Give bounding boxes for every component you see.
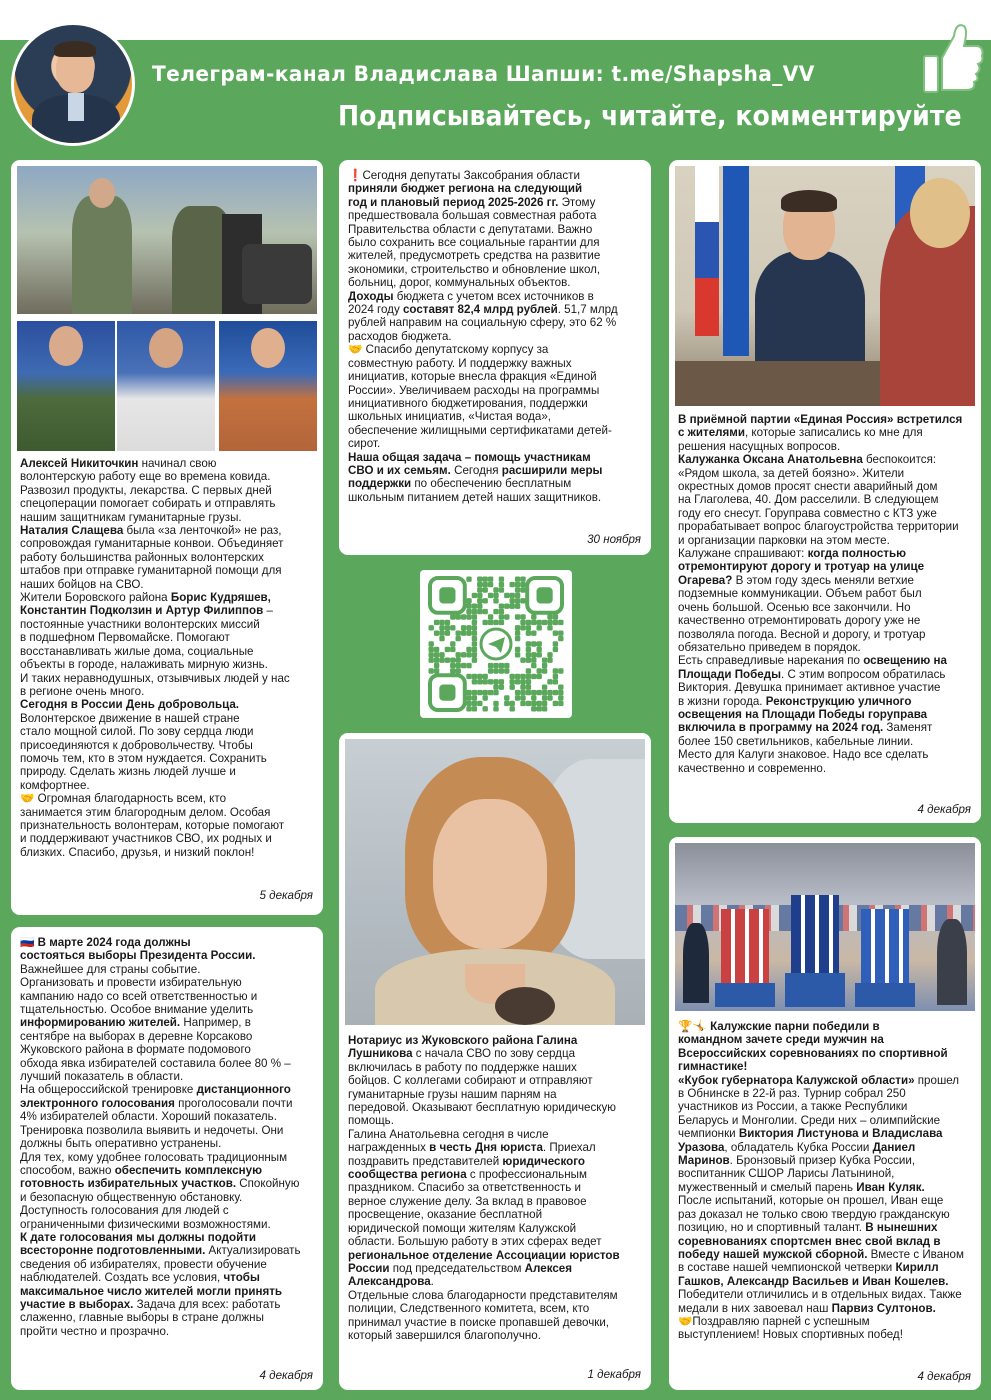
- volunteers-photo-collage: [17, 166, 317, 451]
- gymnastics-post-date: 4 декабря: [917, 1370, 971, 1383]
- channel-title[interactable]: Телеграм-канал Владислава Шапши: t.me/Shapsha_VV: [152, 62, 815, 86]
- volunteers-post-text: Алексей Никиточкин начинал свою волонтерскую работу еще во времена ковида. Развозил продукты, лекарства. С первых дней спецоперации помогает собирать и отправлять нашим защитникам гуманитарные грузы. Наталия Слащева была «за ленточкой» не раз, сопровождая гуманитарные конвои. Объединяет работу большинства районных волонтерских штабов при отправке гуманитарной помощи для наших бойцов на СВО. Жители Боровского района Борис Кудряшев, Константин Подколзин и Артур Филиппов – постоянные участники волонтерских миссий в подшефном Первомайске. Помогают восстанавливать жилые дома, социальные объекты в городе, налаживать мирную жизнь. И таких неравнодушных, отзывчивых людей у нас в регионе очень много. Сегодня в России День добровольца. Волонтерское движение в нашей стране стало мощной силой. По зову сердца люди присоединяются к добровольчеству. Чтобы помочь тем, кто в этом нуждается. Сохранить природу. Сделать жизнь людей лучше и комфортнее. 🤝 Огромная благодарность всем, кто занимается этим благородным делом. Особая признательность волонтерам, которые помогают и поддерживают участников СВО, их родных и близких. Спасибо, друзья, и низкий поклон!: [20, 457, 290, 859]
- telegram-qr-code[interactable]: [420, 570, 572, 718]
- budget-post-card: [339, 160, 651, 555]
- subscribe-slogan: Подписывайтесь, читайте, комментируйте: [338, 99, 962, 132]
- thumbs-up-icon: [920, 16, 984, 96]
- gymnastics-post-text: 🏆🤸 Калужские парни победили в командном зачете среди мужчин на Всероссийских соревнованиях по спортивной гимнастике! «Кубок губернатора Калужской области» прошел в Обнинске в 22-й раз. Турнир собрал 250 участников из России, а также Республики Беларусь и Монголии. Среди них – олимпийские чемпионки Виктория Листунова и Владислава Уразова, обладатель Кубка России Даниел Маринов. Бронзовый призер Кубка России, воспитанник СШОР Ларисы Латыниной, мужественный и смелый парень Иван Куляк. После испытаний, которые он прошел, Иван еще раз доказал не только свою твердую гражданскую позицию, но и спортивный талант. В нынешних соревнованиях спортсмен внес свой вклад в победу нашей мужской сборной. Вместе с Иваном в составе нашей чемпионской четверки Кирилл Гашков, Александр Васильев и Иван Кошелев. Победители отличились и в отдельных видах. Также медали в них завоевал наш Парвиз Султонов. 🤝Поздравляю парней с успешным выступлением! Новых спортивных побед!: [678, 1020, 964, 1342]
- elections-post-date: 4 декабря: [259, 1369, 313, 1382]
- elections-post-text: 🇷🇺 В марте 2024 года должны состояться выборы Президента России. Важнейшее для страны событие. Организовать и провести избирательную кампанию надо со всей ответственностью и тщательностью. Особое внимание уделить информированию жителей. Например, в сентябре на выборах в деревне Корсаково Жуковского района в формате подомового обхода явка избирателей составила более 80 % – лучший показатель в области. На общероссийской тренировке дистанционного электронного голосования проголосовали почти 4% избирателей области. Хороший показатель. Тренировка позволила выявить и недочеты. Они должны быть оперативно устранены. Для тех, кому удобнее голосовать традиционным способом, важно обеспечить комплексную готовность избирательных участков. Спокойную и безопасную общественную обстановку. Доступность голосования для людей с ограниченными физическими возможностями. К дате голосования мы должны подойти всесторонне подготовленными. Актуализировать сведения об избирателях, провести обучение наблюдателей. Создать все условия, чтобы максимальное число жителей могли принять участие в выборах. Задача для всех: работать слаженно, главные выборы в стране должны пройти честно и прозрачно.: [20, 936, 301, 1338]
- volunteers-post-card: [11, 160, 323, 915]
- reception-post-card: [669, 160, 981, 823]
- page-header: [0, 0, 991, 160]
- volunteers-post-date: 5 декабря: [259, 889, 313, 902]
- gymnastics-podium-photo: [675, 843, 975, 1011]
- reception-photo: [675, 166, 975, 406]
- gymnastics-post-card: [669, 837, 981, 1390]
- notary-post-card: [339, 733, 651, 1390]
- author-avatar: [11, 22, 135, 146]
- notary-post-text: Нотариус из Жуковского района Галина Лушникова с начала СВО по зову сердца включилась в работу по поддержке наших бойцов. С коллегами собирают и отправляют гуманитарные грузы нашим парням на передовой. Оказывают бесплатную юридическую помощь. Галина Анатольевна сегодня в числе награжденных в честь Дня юриста. Приехал поздравить представителей юридического сообщества региона с профессиональным праздником. Спасибо за ответственность и верное служение делу. За вклад в правовое просвещение, оказание бесплатной юридической помощи жителям Калужской области. Большую работу в этих сферах ведет региональное отделение Ассоциации юристов России под председательством Алексея Александрова. Отдельные слова благодарности представителям полиции, Следственного комитета, всем, кто принимал участие в поиске пропавшей девочки, который завершился благополучно.: [348, 1034, 620, 1342]
- budget-post-text: ❗Сегодня депутаты Заксобрания области приняли бюджет региона на следующий год и плановый период 2025-2026 гг. Этому предшествовала большая совместная работа Правительства области с депутатами. Важно было сохранить все социальные гарантии для жителей, предусмотреть средства на развитие экономики, строительство и обновление школ, больниц, дорог, коммунальных объектов. Доходы бюджета с учетом всех источников в 2024 году составят 82,4 млрд рублей. 51,7 млрд рублей направим на социальную сферу, это 62 % расходов бюджета. 🤝 Спасибо депутатскому корпусу за совместную работу. И поддержку важных инициатив, которые внесла фракция «Единой России». Увеличиваем расходы на программы инициативного бюджетирования, поддержки школьных инициатив, «Чистая вода», обеспечение жилищными сертификатами детей- сирот. Наша общая задача – помощь участникам СВО и их семьям. Сегодня расширили меры поддержки по обеспечению бесплатным школьным питанием детей наших защитников.: [348, 169, 618, 504]
- reception-post-date: 4 декабря: [917, 803, 971, 816]
- budget-post-date: 30 ноября: [587, 533, 641, 546]
- elections-post-card: [11, 927, 323, 1390]
- notary-post-date: 1 декабря: [587, 1368, 641, 1381]
- reception-post-text: В приёмной партии «Единая Россия» встретился с жителями, которые записались ко мне для решения насущных вопросов. Калужанка Оксана Анатольевна беспокоится: «Рядом школа, за детей боязно». Жители окрестных домов просят снести аварийный дом на Глаголева, 40. Дом расселили. В следующем году его снесут. Горуправа совместно с КТЗ уже прорабатывает вопрос благоустройства территории и организации парковки на этом месте. Калужане спрашивают: когда полностью отремонтируют дорогу и тротуар на улице Огарева? В этом году здесь меняли ветхие подземные коммуникации. Объем работ был очень большой. Осенью все закончили. Но качественно отремонтировать дорогу уже не позволяла погода. Весной и дорогу, и тротуар обязательно приведем в порядок. Есть справедливые нарекания по освещению на Площади Победы. С этим вопросом обратилась Виктория. Девушка принимает активное участие в жизни города. Реконструкцию уличного освещения на Площади Победы горуправа включила в программу на 2024 год. Заменят более 150 светильников, кабельные линии. Место для Калуги знаковое. Надо все сделать качественно и современно.: [678, 413, 963, 775]
- notary-portrait-photo: [345, 739, 645, 1025]
